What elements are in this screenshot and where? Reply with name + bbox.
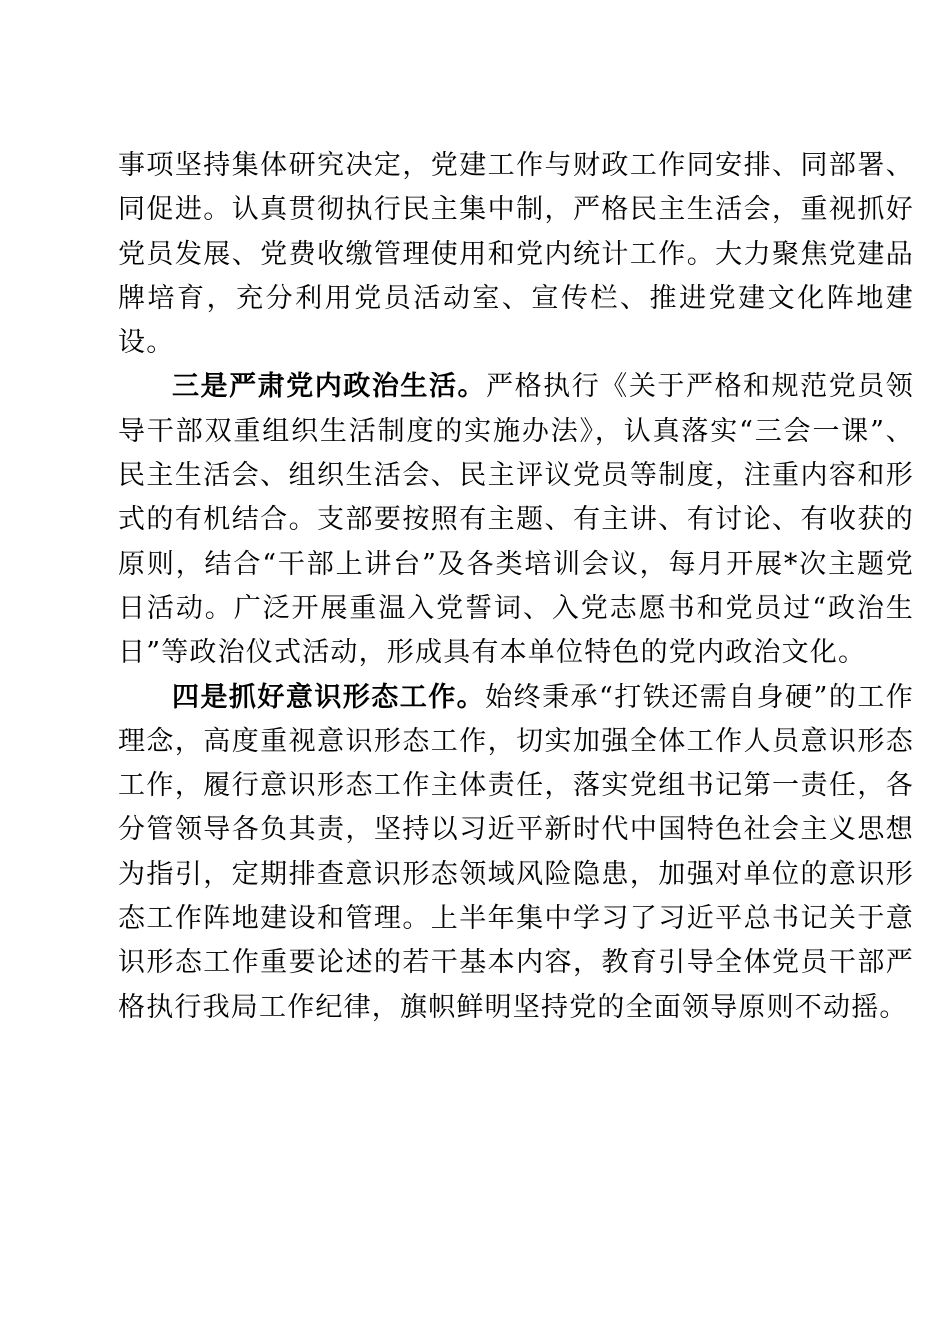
paragraph-lead: 三是严肃党内政治生活。: [172, 371, 487, 403]
paragraph-text: 事项坚持集体研究决定，党建工作与财政工作同安排、同部署、同促进。认真贯彻执行民主集中制，严格民主生活会，重视抓好党员发展、党费收缴管理使用和党内统计工作。大力聚焦党建品牌培育，充分利用党员活动室、宣传栏、推进党建文化阵地建设。: [118, 150, 914, 359]
paragraph-item-four: [118, 676, 914, 1030]
paragraph-item-three: [118, 365, 914, 675]
paragraph-continuation: [118, 144, 914, 365]
paragraph-text: 严格执行《关于严格和规范党员领导干部双重组织生活制度的实施办法》，认真落实“三会一课”、民主生活会、组织生活会、民主评议党员等制度，注重内容和形式的有机结合。支部要按照有主题、有主讲、有讨论、有收获的原则，结合“干部上讲台”及各类培训会议，每月开展*次主题党日活动。广泛开展重温入党誓词、入党志愿书和党员过“政治生日”等政治仪式活动，形成具有本单位特色的党内政治文化。: [118, 371, 915, 669]
paragraph-text: 始终秉承“打铁还需自身硬”的工作理念，高度重视意识形态工作，切实加强全体工作人员意识形态工作，履行意识形态工作主体责任，落实党组书记第一责任，各分管领导各负其责，坚持以习近平新时代中国特色社会主义思想为指引，定期排查意识形态领域风险隐患，加强对单位的意识形态工作阵地建设和管理。上半年集中学习了习近平总书记关于意识形态工作重要论述的若干基本内容，教育引导全体党员干部严格执行我局工作纪律，旗帜鲜明坚持党的全面领导原则不动摇。: [118, 681, 914, 1023]
paragraph-lead: 四是抓好意识形态工作。: [172, 681, 486, 713]
